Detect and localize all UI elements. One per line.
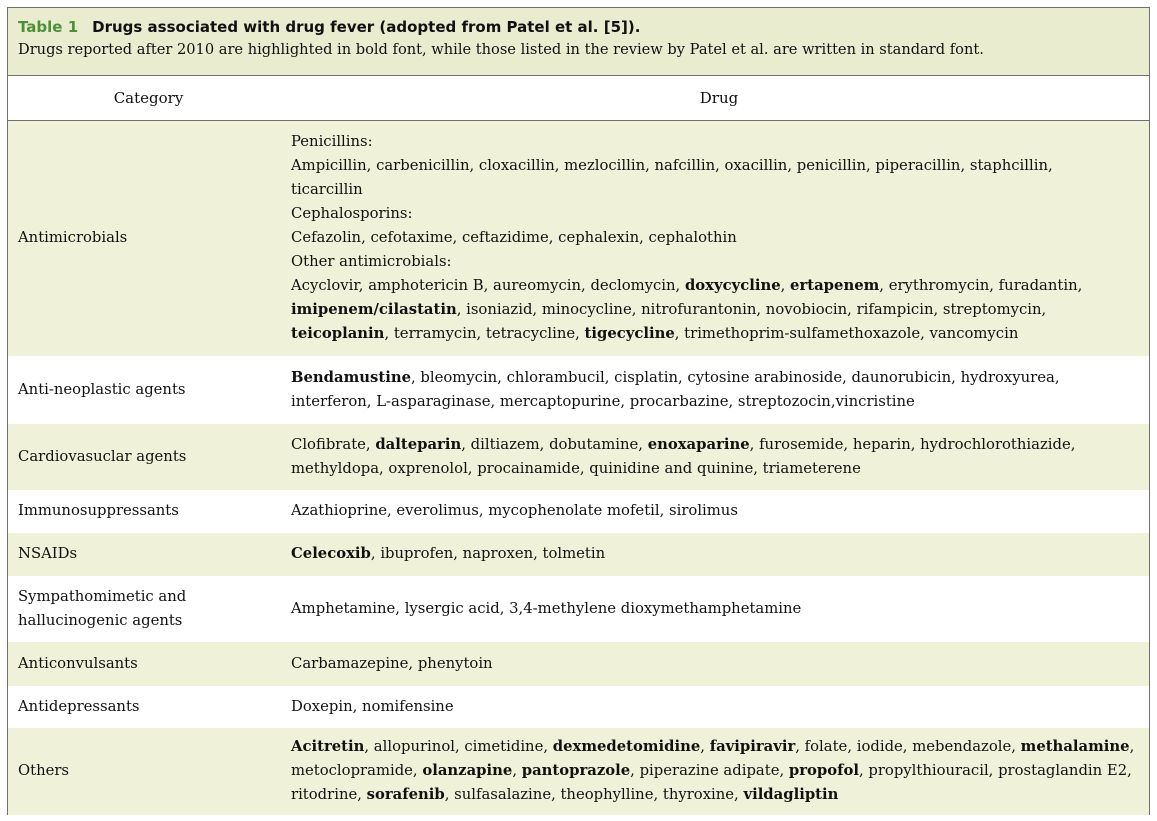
drug-line: [291, 250, 1141, 274]
table-row: [8, 424, 1149, 490]
drug-line: [291, 390, 1141, 414]
header-row: [8, 76, 1149, 121]
drug-line: [291, 154, 1141, 178]
drug-text: , bleomycin, chlorambucil, cisplatin, cytosine arabinoside, daunorubicin, hydroxyurea,: [411, 368, 1060, 386]
drug-text: Cephalosporins:: [291, 205, 413, 223]
drug-text: Cefazolin, cefotaxime, ceftazidime, cephalexin, cephalothin: [291, 229, 737, 247]
drug-text: , piperazine adipate,: [630, 762, 789, 779]
drug-text: , trimethoprim-sulfamethoxazole, vancomycin: [674, 325, 1019, 343]
drug-text: ritodrine,: [291, 786, 367, 803]
drug-text: Azathioprine, everolimus, mycophenolate mofetil, sirolimus: [291, 502, 738, 519]
drug-table: [8, 76, 1149, 815]
drug-bold: vildagliptin: [743, 786, 839, 803]
drug-text: Ampicillin, carbenicillin, cloxacillin, mezlocillin, nafcillin, oxacillin, penicillin, piperacillin, staphcillin,: [291, 157, 1053, 175]
category-cell: Cardiovasuclar agents: [8, 424, 289, 490]
drug-line: [291, 695, 1141, 719]
drug-line: [291, 759, 1141, 783]
drug-cell: [289, 424, 1149, 490]
table-row: [8, 576, 1149, 642]
drug-text: , sulfasalazine, theophylline, thyroxine,: [444, 786, 744, 803]
drug-line: [291, 433, 1141, 457]
table-row: [8, 121, 1149, 356]
drug-line: [291, 130, 1141, 154]
drug-text: ticarcillin: [291, 181, 363, 199]
drug-bold: Bendamustine: [291, 368, 411, 386]
drug-cell: [289, 728, 1149, 815]
drug-text: Penicillins:: [291, 133, 373, 151]
category-line: hallucinogenic agents: [18, 611, 183, 629]
drug-text: interferon, L-asparaginase, mercaptopurine, procarbazine, streptozocin,vincristine: [291, 392, 915, 410]
drug-cell: [289, 490, 1149, 533]
drug-text: ,: [1129, 738, 1135, 755]
drug-text: , ibuprofen, naproxen, tolmetin: [370, 545, 606, 562]
drug-bold: imipenem/cilastatin: [291, 301, 457, 319]
category-line: Sympathomimetic and: [18, 587, 187, 605]
drug-text: , propylthiouracil, prostaglandin E2,: [858, 762, 1132, 779]
category-cell: Antimicrobials: [8, 121, 289, 356]
drug-cell: [289, 356, 1149, 424]
drug-text: , furosemide, heparin, hydrochlorothiazide,: [749, 435, 1076, 453]
drug-bold: doxycycline: [684, 277, 781, 295]
drug-text: ,: [700, 738, 710, 755]
drug-text: , folate, iodide, mebendazole,: [795, 738, 1021, 755]
drug-bold: tigecycline: [584, 325, 675, 343]
table-title: Drugs associated with drug fever (adopted from Patel et al. [5]).: [92, 18, 641, 36]
drug-cell: [289, 642, 1149, 686]
table-body: [8, 121, 1149, 815]
header-drug: Drug: [289, 76, 1149, 121]
drug-line: [291, 226, 1141, 250]
category-cell: [8, 576, 289, 642]
drug-text: ,: [780, 277, 791, 295]
drug-text: Amphetamine, lysergic acid, 3,4-methylene dioxymethamphetamine: [291, 599, 802, 617]
caption-heading: [18, 16, 1139, 38]
category-cell: NSAIDs: [8, 533, 289, 576]
drug-bold: Acitretin: [291, 738, 365, 755]
drug-line: [291, 202, 1141, 226]
table-note: Drugs reported after 2010 are highlighted in bold font, while those listed in the review by Patel et al. are written in standard font.: [18, 41, 984, 58]
drug-text: Acyclovir, amphotericin B, aureomycin, declomycin,: [291, 277, 685, 295]
category-cell: Immunosuppressants: [18, 502, 179, 519]
table-frame: [7, 7, 1150, 815]
drug-bold: teicoplanin: [291, 325, 385, 343]
drug-bold: dalteparin: [375, 435, 462, 453]
drug-text: , erythromycin, furadantin,: [879, 277, 1083, 295]
table-label: Table 1: [18, 18, 79, 36]
drug-text: , terramycin, tetracycline,: [384, 325, 585, 343]
drug-text: ,: [512, 762, 522, 779]
drug-bold: enoxaparine: [647, 435, 750, 453]
drug-bold: propofol: [788, 762, 859, 779]
drug-text: Doxepin, nomifensine: [291, 697, 454, 715]
drug-line: [291, 499, 1141, 523]
drug-line: [291, 783, 1141, 807]
drug-bold: sorafenib: [366, 786, 445, 803]
table-row: [8, 533, 1149, 576]
header-category: Category: [8, 76, 289, 121]
drug-bold: dexmedetomidine: [552, 738, 701, 755]
drug-line: [291, 542, 1141, 566]
drug-cell: [289, 686, 1149, 728]
drug-line: [291, 178, 1141, 202]
table-row: [8, 642, 1149, 686]
drug-line: [291, 274, 1141, 298]
drug-line: [291, 298, 1141, 322]
drug-line: [291, 652, 1141, 676]
table-row: [8, 490, 1149, 533]
drug-line: [291, 366, 1141, 390]
table-row: [8, 728, 1149, 815]
drug-text: Other antimicrobials:: [291, 253, 452, 271]
drug-line: [291, 735, 1141, 759]
category-cell: Anticonvulsants: [8, 642, 289, 686]
drug-bold: ertapenem: [790, 277, 880, 295]
drug-line: [291, 322, 1141, 346]
drug-text: Clofibrate,: [291, 435, 376, 453]
drug-bold: olanzapine: [422, 762, 513, 779]
drug-text: , allopurinol, cimetidine,: [364, 738, 553, 755]
drug-text: methyldopa, oxprenolol, procainamide, quinidine and quinine, triameterene: [291, 459, 861, 477]
drug-bold: methalamine: [1020, 738, 1130, 755]
drug-text: , diltiazem, dobutamine,: [461, 435, 648, 453]
category-cell: Antidepressants: [18, 697, 140, 715]
drug-text: Carbamazepine, phenytoin: [291, 654, 493, 672]
drug-line: [291, 597, 1141, 621]
drug-text: metoclopramide,: [291, 762, 423, 779]
drug-cell: [289, 533, 1149, 576]
drug-bold: Celecoxib: [291, 545, 371, 562]
drug-bold: pantoprazole: [521, 762, 631, 779]
drug-cell: [289, 576, 1149, 642]
drug-cell: [289, 121, 1149, 356]
category-cell: Anti-neoplastic agents: [18, 380, 186, 398]
category-cell: Others: [8, 728, 289, 815]
table-row: [8, 686, 1149, 728]
table-caption: [8, 8, 1149, 76]
drug-text: , isoniazid, minocycline, nitrofurantonin, novobiocin, rifampicin, streptomycin,: [456, 301, 1047, 319]
drug-line: [291, 457, 1141, 481]
drug-bold: favipiravir: [709, 738, 796, 755]
table-row: [8, 356, 1149, 424]
